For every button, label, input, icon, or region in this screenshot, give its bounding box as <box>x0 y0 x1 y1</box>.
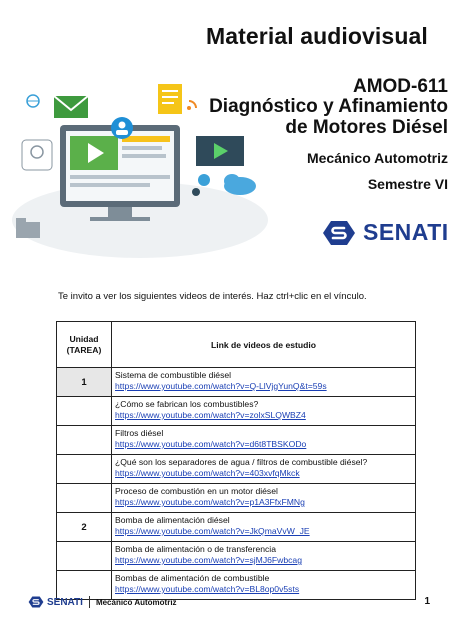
video-link[interactable]: https://www.youtube.com/watch?v=403xvfqMkck <box>115 468 300 478</box>
video-cell <box>112 542 416 571</box>
video-link[interactable]: https://www.youtube.com/watch?v=sjMJ6Fwbcag <box>115 555 302 565</box>
video-link[interactable]: https://www.youtube.com/watch?v=p1A3FfxFMNg <box>115 497 305 507</box>
unit-cell: 2 <box>57 513 112 542</box>
table-row <box>57 513 416 542</box>
course-name-line1: Diagnóstico y Afinamiento <box>209 96 448 117</box>
video-link[interactable]: https://www.youtube.com/watch?v=BL8op0v5sts <box>115 584 300 594</box>
senati-logo <box>322 219 449 246</box>
unit-cell <box>57 542 112 571</box>
video-link[interactable]: https://www.youtube.com/watch?v=d6t8TBSKODo <box>115 439 307 449</box>
senati-footer-logo-icon <box>28 596 44 608</box>
table-row <box>57 397 416 426</box>
table-header-row <box>57 322 416 368</box>
unit-cell <box>57 426 112 455</box>
unit-cell <box>57 397 112 426</box>
footer-divider <box>89 596 90 608</box>
video-link[interactable]: https://www.youtube.com/watch?v=JkQmaVvW_JE <box>115 526 310 536</box>
page-title: Material audiovisual <box>206 23 428 49</box>
video-cell <box>112 513 416 542</box>
multimedia-illustration <box>8 70 270 260</box>
table-row <box>57 455 416 484</box>
course-name-line2: de Motores Diésel <box>285 117 448 138</box>
table-row <box>57 368 416 397</box>
unit-column-header <box>57 322 112 368</box>
unit-cell: 1 <box>57 368 112 397</box>
video-cell <box>112 397 416 426</box>
career-name: Mecánico Automotriz <box>306 150 448 166</box>
unit-cell <box>57 484 112 513</box>
video-title: Bombas de alimentación de combustible <box>115 573 270 583</box>
course-code: AMOD-611 <box>352 76 448 97</box>
video-link[interactable]: https://www.youtube.com/watch?v=zolxSLQWBZ4 <box>115 410 306 420</box>
unit-header-line2: (TAREA) <box>66 344 102 355</box>
brand-name: SENATI <box>363 219 449 245</box>
video-title: Filtros diésel <box>115 428 164 438</box>
video-cell <box>112 368 416 397</box>
footer-career: Mecánico Automotriz <box>95 597 177 607</box>
page-number: 1 <box>424 596 430 607</box>
video-title: ¿Cómo se fabrican los combustibles? <box>115 399 259 409</box>
video-link[interactable]: https://www.youtube.com/watch?v=Q-LlVjgYunQ&t=59s <box>115 381 327 391</box>
video-title: Proceso de combustión en un motor diésel <box>115 486 278 496</box>
table-row <box>57 542 416 571</box>
video-links-table <box>56 321 416 600</box>
footer <box>28 596 177 608</box>
video-title: Bomba de alimentación o de transferencia <box>115 544 276 554</box>
video-title: Bomba de alimentación diésel <box>115 515 230 525</box>
table-row <box>57 426 416 455</box>
unit-header-line1: Unidad <box>69 333 99 344</box>
video-cell <box>112 455 416 484</box>
semester: Semestre VI <box>367 176 448 192</box>
senati-logo-icon <box>322 220 356 246</box>
unit-cell <box>57 455 112 484</box>
video-cell <box>112 426 416 455</box>
video-title: ¿Qué son los separadores de agua / filtros de combustible diésel? <box>115 457 368 467</box>
footer-brand: SENATI <box>47 596 83 608</box>
video-cell <box>112 484 416 513</box>
video-title: Sistema de combustible diésel <box>115 370 232 380</box>
table-row <box>57 484 416 513</box>
intro-text: Te invito a ver los siguientes videos de interés. Haz ctrl+clic en el vínculo. <box>58 291 367 302</box>
links-column-header: Link de videos de estudio <box>112 322 416 368</box>
